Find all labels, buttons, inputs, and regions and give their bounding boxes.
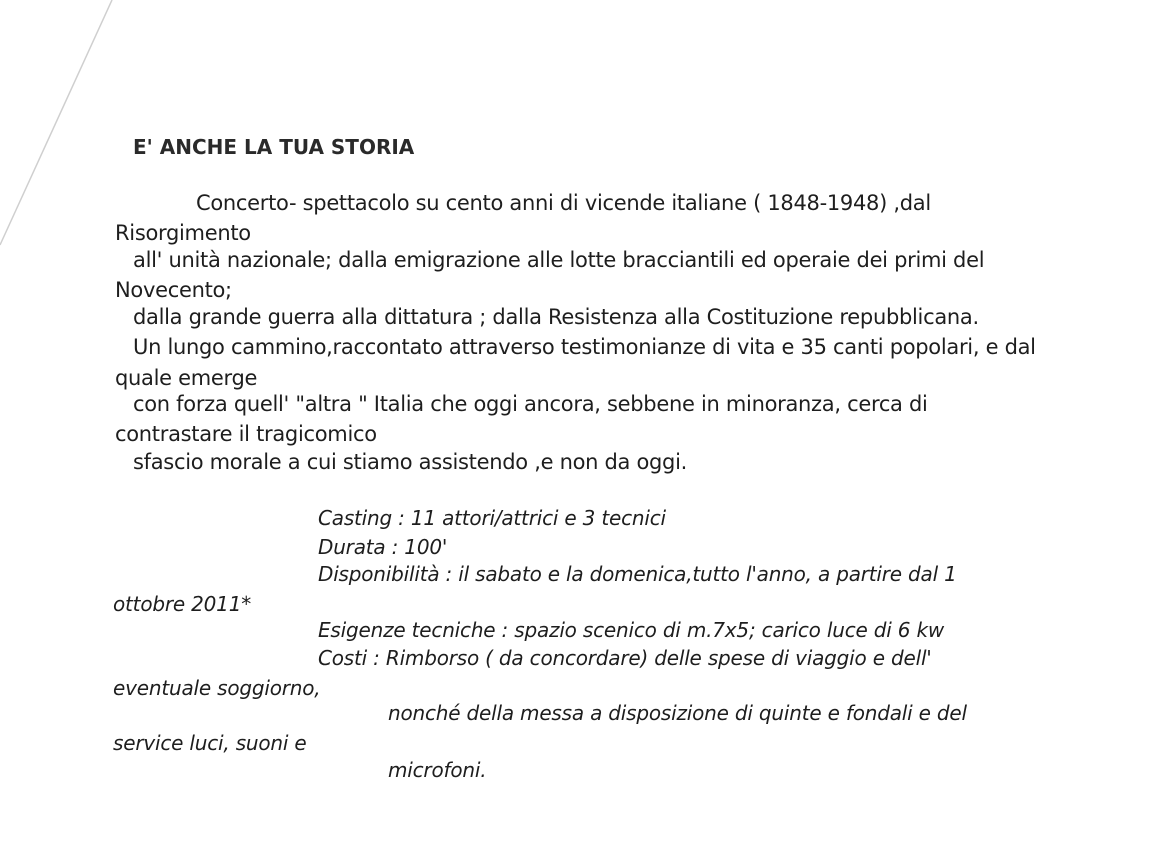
details-line: nonché della messa a disposizione di quinte e fondali e del bbox=[388, 701, 967, 725]
details-line: Esigenze tecniche : spazio scenico di m.7x5; carico luce di 6 kw bbox=[318, 618, 944, 642]
body-line: dalla grande guerra alla dittatura ; dalla Resistenza alla Costituzione repubblicana. bbox=[133, 305, 979, 329]
body-line: quale emerge bbox=[115, 366, 258, 390]
body-line: Novecento; bbox=[115, 278, 232, 302]
details-line: ottobre 2011* bbox=[113, 592, 252, 616]
body-line: contrastare il tragicomico bbox=[115, 422, 377, 446]
details-line: eventuale soggiorno, bbox=[113, 676, 321, 700]
body-line: Un lungo cammino,raccontato attraverso testimonianze di vita e 35 canti popolari, e dal bbox=[133, 335, 1036, 359]
details-line: Casting : 11 attori/attrici e 3 tecnici bbox=[318, 506, 666, 530]
body-line: all' unità nazionale; dalla emigrazione alle lotte bracciantili ed operaie dei primi del bbox=[133, 248, 985, 272]
details-line: Disponibilità : il sabato e la domenica,tutto l'anno, a partire dal 1 bbox=[318, 562, 957, 586]
body-line: Risorgimento bbox=[115, 221, 251, 245]
details-line: microfoni. bbox=[388, 758, 487, 782]
details-line: Costi : Rimborso ( da concordare) delle spese di viaggio e dell' bbox=[318, 646, 932, 670]
body-line: con forza quell' "altra " Italia che oggi ancora, sebbene in minoranza, cerca di bbox=[133, 392, 928, 416]
scanned-page-edge bbox=[0, 0, 130, 260]
body-line: Concerto- spettacolo su cento anni di vicende italiane ( 1848-1948) ,dal bbox=[196, 191, 931, 215]
document-title: E' ANCHE LA TUA STORIA bbox=[133, 135, 415, 159]
body-line: sfascio morale a cui stiamo assistendo ,e non da oggi. bbox=[133, 450, 687, 474]
details-line: Durata : 100' bbox=[318, 535, 448, 559]
details-line: service luci, suoni e bbox=[113, 731, 307, 755]
